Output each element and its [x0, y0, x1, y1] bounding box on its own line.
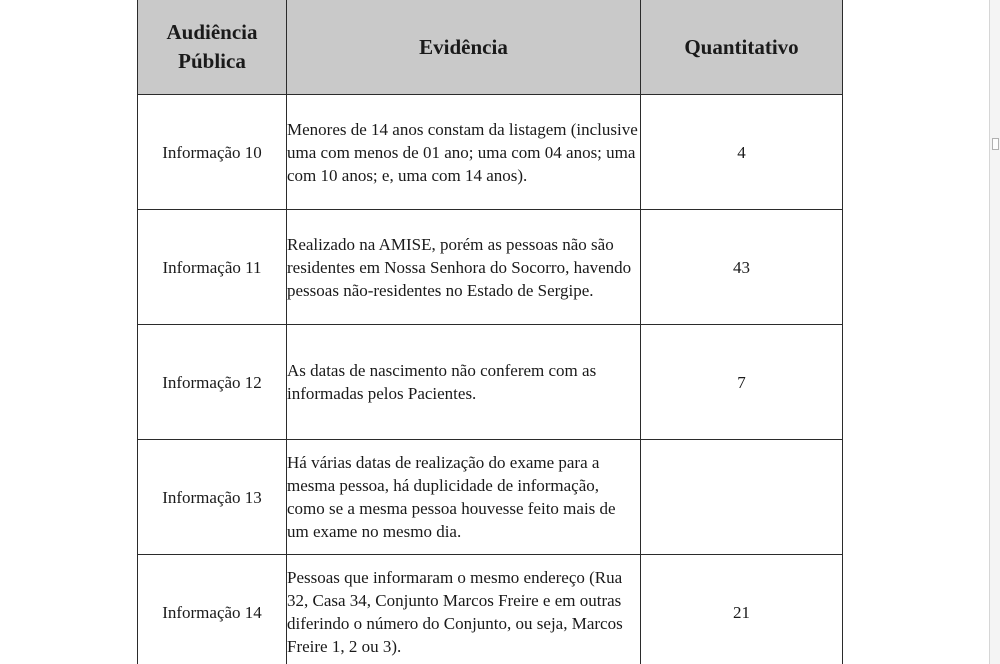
cell-quantitativo: 21: [641, 555, 843, 664]
cell-quantitativo: [641, 440, 843, 555]
cell-audiencia: Informação 14: [138, 555, 287, 664]
header-quantitativo: Quantitativo: [641, 0, 843, 95]
cell-quantitativo: 7: [641, 325, 843, 440]
table-row: [138, 95, 843, 210]
table-header-row: [138, 0, 843, 95]
table-row: [138, 210, 843, 325]
cell-audiencia: Informação 11: [138, 210, 287, 325]
scrollbar-thumb[interactable]: [992, 138, 999, 150]
cell-evidencia: Menores de 14 anos constam da listagem (inclusive uma com menos de 01 ano; uma com 04 anos; uma com 10 anos; e, uma com 14 anos).: [287, 95, 641, 210]
header-evidencia: Evidência: [287, 0, 641, 95]
vertical-scrollbar[interactable]: [989, 0, 1000, 664]
cell-audiencia: Informação 10: [138, 95, 287, 210]
cell-evidencia: Realizado na AMISE, porém as pessoas não são residentes em Nossa Senhora do Socorro, havendo pessoas não-residentes no Estado de Sergipe.: [287, 210, 641, 325]
cell-evidencia: Pessoas que informaram o mesmo endereço (Rua 32, Casa 34, Conjunto Marcos Freire e em outras diferindo o número do Conjunto, ou seja, Marcos Freire 1, 2 ou 3).: [287, 555, 641, 664]
table-row: [138, 555, 843, 664]
cell-quantitativo: 43: [641, 210, 843, 325]
table-row: [138, 440, 843, 555]
cell-audiencia: Informação 13: [138, 440, 287, 555]
table-row: [138, 325, 843, 440]
cell-evidencia: Há várias datas de realização do exame para a mesma pessoa, há duplicidade de informação, como se a mesma pessoa houvesse feito mais de um exame no mesmo dia.: [287, 440, 641, 555]
header-audiencia-publica: Audiência Pública: [138, 0, 287, 95]
cell-evidencia: As datas de nascimento não conferem com as informadas pelos Pacientes.: [287, 325, 641, 440]
cell-quantitativo: 4: [641, 95, 843, 210]
cell-audiencia: Informação 12: [138, 325, 287, 440]
evidence-table: [137, 0, 843, 664]
